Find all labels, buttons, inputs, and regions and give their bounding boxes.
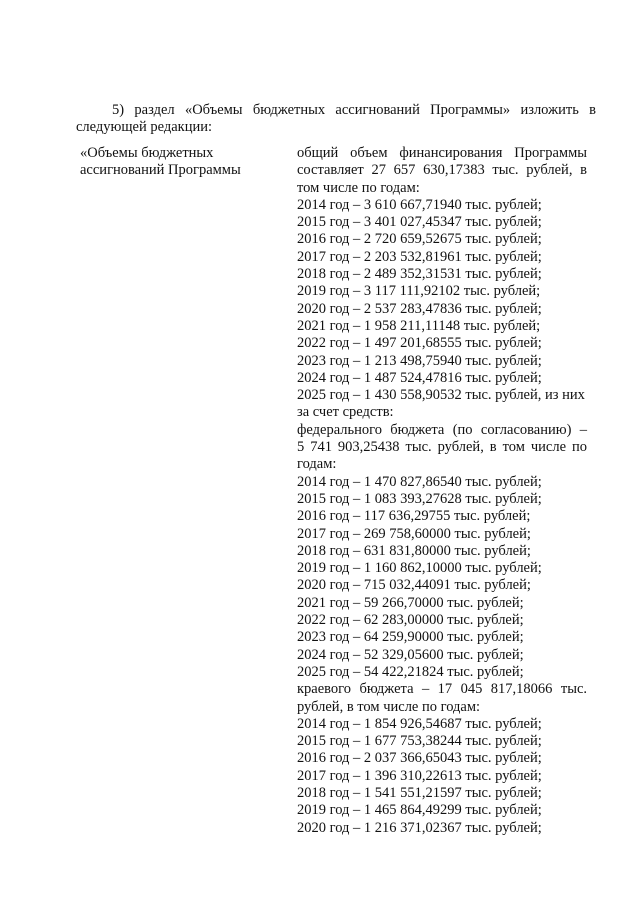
- federal-year-line: 2021 год – 59 266,70000 тыс. рублей;: [297, 594, 524, 611]
- regional-year-line: 2017 год – 1 396 310,22613 тыс. рублей;: [297, 767, 542, 784]
- intro-line-1: 5) раздел «Объемы бюджетных ассигнований Программы» изложить в: [112, 102, 596, 118]
- funding-details: [297, 145, 587, 837]
- intro-paragraph: [76, 102, 596, 136]
- total-year-line: 2014 год – 3 610 667,71940 тыс. рублей;: [297, 196, 542, 213]
- intro-line-2: следующей редакции:: [76, 119, 213, 135]
- federal-year-line: 2017 год – 269 758,60000 тыс. рублей;: [297, 525, 531, 542]
- total-year-line: 2023 год – 1 213 498,75940 тыс. рублей;: [297, 352, 542, 369]
- total-year-line: 2018 год – 2 489 352,31531 тыс. рублей;: [297, 266, 542, 283]
- section-label-line-2: ассигнований Программы: [80, 162, 241, 178]
- regional-intro-line-1: краевого бюджета – 17 045 817,18066 тыс.: [297, 681, 587, 698]
- federal-year-line: 2016 год – 117 636,29755 тыс. рублей;: [297, 508, 531, 525]
- federal-year-line: 2015 год – 1 083 393,27628 тыс. рублей;: [297, 490, 542, 507]
- regional-year-line: 2015 год – 1 677 753,38244 тыс. рублей;: [297, 733, 542, 750]
- regional-intro-line-2: рублей, в том числе по годам:: [297, 698, 481, 715]
- federal-year-line: 2014 год – 1 470 827,86540 тыс. рублей;: [297, 473, 542, 490]
- federal-year-line: 2025 год – 54 422,21824 тыс. рублей;: [297, 663, 524, 680]
- total-year-line: 2021 год – 1 958 211,11148 тыс. рублей;: [297, 317, 541, 334]
- total-year-line: 2019 год – 3 117 111,92102 тыс. рублей;: [297, 283, 541, 300]
- federal-year-line: 2022 год – 62 283,00000 тыс. рублей;: [297, 612, 524, 629]
- regional-year-line: 2020 год – 1 216 371,02367 тыс. рублей;: [297, 819, 542, 836]
- federal-year-line: 2019 год – 1 160 862,10000 тыс. рублей;: [297, 560, 542, 577]
- total-year-line: 2015 год – 3 401 027,45347 тыс. рублей;: [297, 214, 542, 231]
- federal-year-line: 2024 год – 52 329,05600 тыс. рублей;: [297, 646, 524, 663]
- total-year-line: 2016 год – 2 720 659,52675 тыс. рублей;: [297, 231, 542, 248]
- sources-intro: за счет средств:: [297, 404, 394, 421]
- funding-intro-line-2: составляет 27 657 630,17383 тыс. рублей, в: [297, 162, 587, 179]
- regional-year-line: 2016 год – 2 037 366,65043 тыс. рублей;: [297, 750, 542, 767]
- regional-year-line: 2019 год – 1 465 864,49299 тыс. рублей;: [297, 802, 542, 819]
- funding-intro-line-3: том числе по годам:: [297, 179, 420, 196]
- federal-intro-line-2: 5 741 903,25438 тыс. рублей, в том числе по: [297, 439, 587, 456]
- federal-year-line: 2018 год – 631 831,80000 тыс. рублей;: [297, 542, 531, 559]
- funding-intro-line-1: общий объем финансирования Программы: [297, 145, 587, 161]
- regional-year-line: 2014 год – 1 854 926,54687 тыс. рублей;: [297, 715, 542, 732]
- federal-year-line: 2020 год – 715 032,44091 тыс. рублей;: [297, 577, 531, 594]
- total-year-line: 2017 год – 2 203 532,81961 тыс. рублей;: [297, 248, 542, 265]
- total-year-line: 2024 год – 1 487 524,47816 тыс. рублей;: [297, 369, 542, 386]
- federal-intro-line-1: федерального бюджета (по согласованию) –: [297, 421, 587, 438]
- regional-year-line: 2018 год – 1 541 551,21597 тыс. рублей;: [297, 784, 542, 801]
- section-label-line-1: «Объемы бюджетных: [80, 145, 214, 161]
- federal-year-line: 2023 год – 64 259,90000 тыс. рублей;: [297, 629, 524, 646]
- total-year-line: 2020 год – 2 537 283,47836 тыс. рублей;: [297, 300, 542, 317]
- total-year-line: 2025 год – 1 430 558,90532 тыс. рублей, из них: [297, 387, 585, 404]
- section-label: [80, 145, 280, 179]
- total-year-line: 2022 год – 1 497 201,68555 тыс. рублей;: [297, 335, 542, 352]
- federal-intro-line-3: годам:: [297, 456, 337, 473]
